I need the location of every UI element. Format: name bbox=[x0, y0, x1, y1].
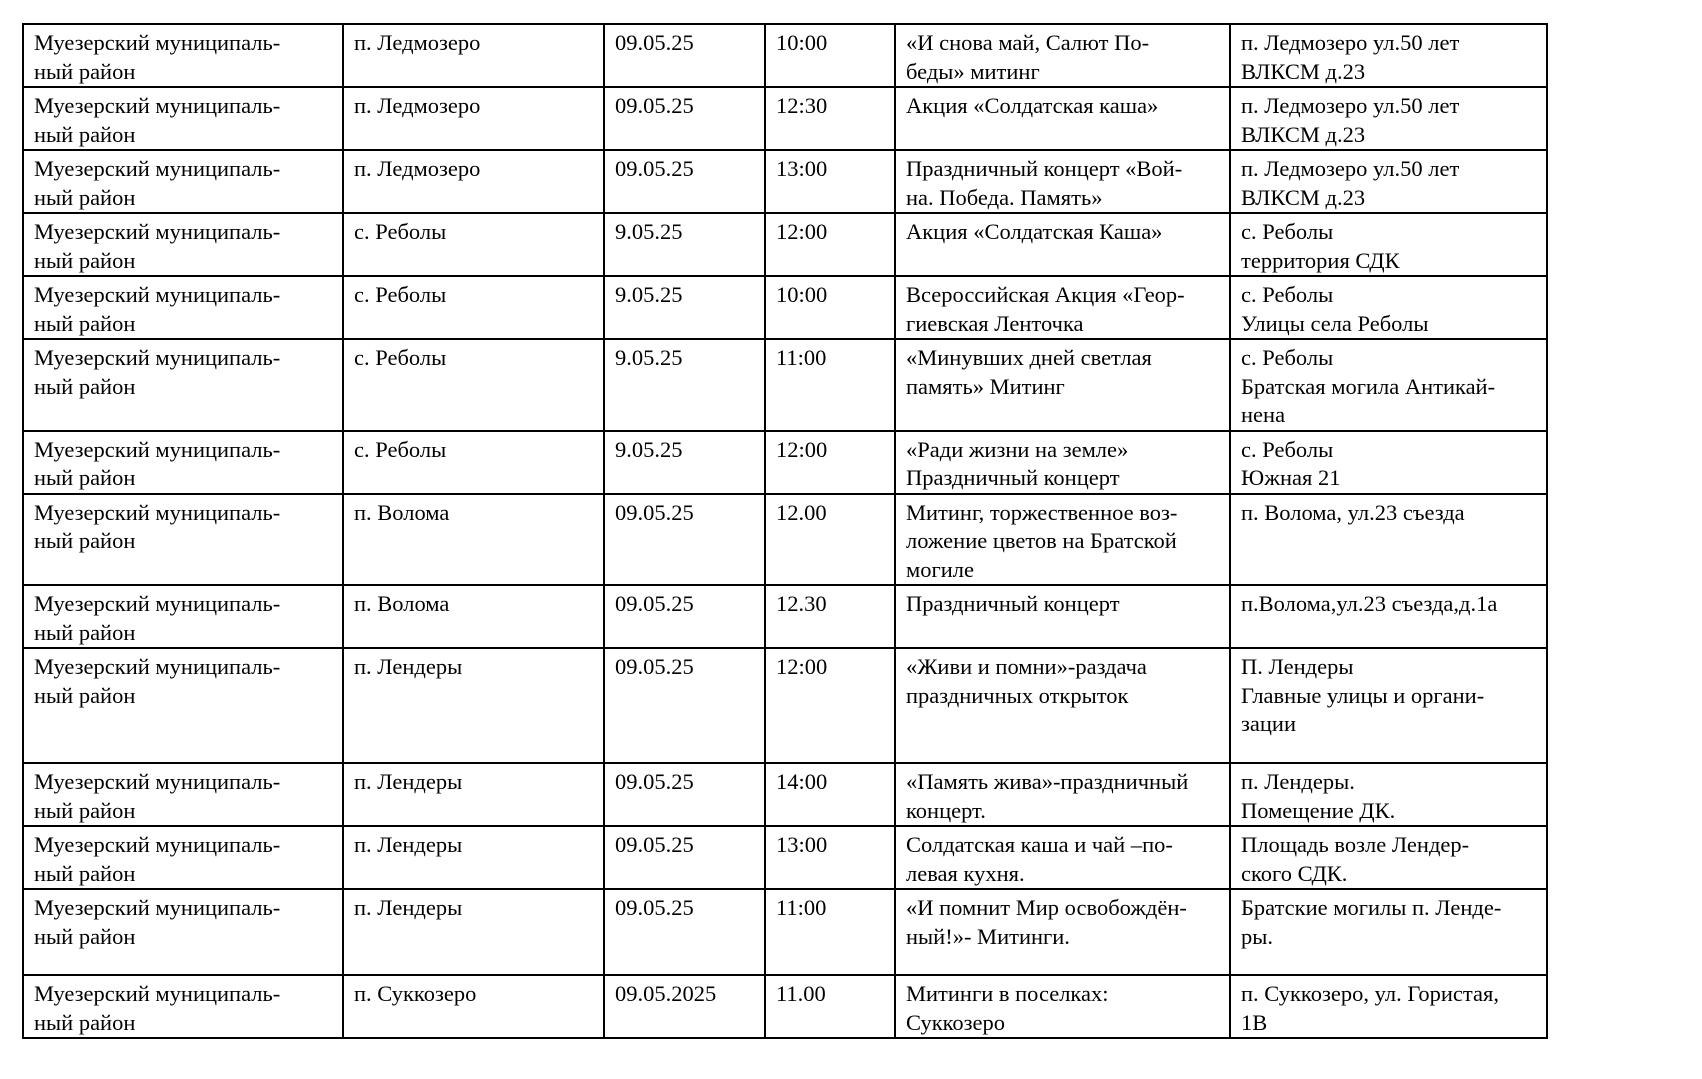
event-cell-text: Солдатская каша и чай –по- левая кухня. bbox=[906, 832, 1173, 886]
table-row bbox=[23, 975, 1547, 1038]
event-cell-text: «Память жива»-праздничный концерт. bbox=[906, 769, 1189, 823]
event-cell bbox=[895, 975, 1230, 1038]
date-cell bbox=[604, 648, 765, 763]
place-cell bbox=[1230, 975, 1547, 1038]
date-cell bbox=[604, 763, 765, 826]
time-cell-text: 11:00 bbox=[776, 895, 827, 920]
time-cell bbox=[765, 494, 895, 586]
event-cell bbox=[895, 24, 1230, 87]
event-cell-text: Акция «Солдатская Каша» bbox=[906, 219, 1163, 244]
time-cell-text: 13:00 bbox=[776, 832, 828, 857]
settlement-cell-text: п. Лендеры bbox=[354, 832, 463, 857]
place-cell-text: П. Лендеры Главные улицы и органи- зации bbox=[1241, 654, 1485, 736]
place-cell-text: п.Волома,ул.23 съезда,д.1а bbox=[1241, 591, 1498, 616]
event-cell-text: «И снова май, Салют По- беды» митинг bbox=[906, 30, 1150, 84]
time-cell bbox=[765, 648, 895, 763]
district-cell-text: Муезерский муниципаль- ный район bbox=[34, 981, 281, 1035]
settlement-cell bbox=[343, 763, 604, 826]
table-row bbox=[23, 276, 1547, 339]
settlement-cell-text: п. Волома bbox=[354, 591, 450, 616]
event-cell-text: Митинг, торжественное воз- ложение цветов на Братской могиле bbox=[906, 499, 1178, 582]
district-cell-text: Муезерский муниципаль- ный район bbox=[34, 654, 281, 708]
place-cell bbox=[1230, 826, 1547, 889]
place-cell bbox=[1230, 87, 1547, 150]
event-cell bbox=[895, 276, 1230, 339]
event-cell bbox=[895, 889, 1230, 975]
district-cell-text: Муезерский муниципаль- ный район bbox=[34, 436, 281, 490]
place-cell-text: п. Ледмозеро ул.50 лет ВЛКСМ д.23 bbox=[1241, 30, 1460, 84]
settlement-cell bbox=[343, 339, 604, 431]
settlement-cell-text: с. Реболы bbox=[354, 345, 447, 370]
date-cell-text: 09.05.25 bbox=[615, 591, 694, 616]
settlement-cell-text: с. Реболы bbox=[354, 436, 447, 462]
settlement-cell-text: с. Реболы bbox=[354, 282, 447, 307]
place-cell bbox=[1230, 494, 1547, 586]
event-cell bbox=[895, 431, 1230, 494]
place-cell-text: п. Волома, ул.23 съезда bbox=[1241, 499, 1465, 525]
settlement-cell-text: п. Лендеры bbox=[354, 769, 463, 794]
district-cell bbox=[23, 150, 343, 213]
place-cell-text: п. Ледмозеро ул.50 лет ВЛКСМ д.23 bbox=[1241, 93, 1460, 147]
time-cell bbox=[765, 975, 895, 1038]
district-cell bbox=[23, 494, 343, 586]
place-cell-text: п. Суккозеро, ул. Гористая, 1В bbox=[1241, 981, 1499, 1035]
date-cell bbox=[604, 975, 765, 1038]
settlement-cell bbox=[343, 24, 604, 87]
time-cell bbox=[765, 889, 895, 975]
settlement-cell-text: п. Суккозеро bbox=[354, 981, 477, 1006]
time-cell-text: 11.00 bbox=[776, 981, 826, 1006]
settlement-cell bbox=[343, 585, 604, 648]
district-cell-text: Муезерский муниципаль- ный район bbox=[34, 895, 281, 949]
district-cell-text: Муезерский муниципаль- ный район bbox=[34, 832, 281, 886]
time-cell-text: 10:00 bbox=[776, 282, 828, 307]
time-cell-text: 12:00 bbox=[776, 654, 828, 679]
event-cell-text: Акция «Солдатская каша» bbox=[906, 93, 1159, 118]
date-cell bbox=[604, 889, 765, 975]
table-row bbox=[23, 763, 1547, 826]
settlement-cell-text: п. Лендеры bbox=[354, 895, 463, 920]
time-cell bbox=[765, 213, 895, 276]
event-cell-text: Праздничный концерт bbox=[906, 591, 1120, 616]
settlement-cell bbox=[343, 826, 604, 889]
event-cell bbox=[895, 150, 1230, 213]
date-cell-text: 9.05.25 bbox=[615, 282, 683, 307]
event-cell-text: «Минувших дней светлая память» Митинг bbox=[906, 345, 1152, 399]
district-cell bbox=[23, 826, 343, 889]
place-cell bbox=[1230, 150, 1547, 213]
district-cell bbox=[23, 87, 343, 150]
date-cell-text: 9.05.25 bbox=[615, 219, 683, 244]
district-cell-text: Муезерский муниципаль- ный район bbox=[34, 769, 281, 823]
district-cell-text: Муезерский муниципаль- ный район bbox=[34, 156, 281, 210]
place-cell bbox=[1230, 431, 1547, 494]
date-cell bbox=[604, 494, 765, 586]
table-row bbox=[23, 889, 1547, 975]
settlement-cell bbox=[343, 276, 604, 339]
table-row bbox=[23, 648, 1547, 763]
time-cell bbox=[765, 276, 895, 339]
event-cell bbox=[895, 763, 1230, 826]
table-row bbox=[23, 87, 1547, 150]
district-cell-text: Муезерский муниципаль- ный район bbox=[34, 30, 281, 84]
time-cell bbox=[765, 826, 895, 889]
place-cell bbox=[1230, 24, 1547, 87]
time-cell-text: 13:00 bbox=[776, 156, 828, 181]
settlement-cell bbox=[343, 648, 604, 763]
settlement-cell-text: п. Ледмозеро bbox=[354, 93, 481, 118]
place-cell-text: с. Реболы Улицы села Реболы bbox=[1241, 282, 1429, 336]
district-cell-text: Муезерский муниципаль- ный район bbox=[34, 591, 281, 645]
district-cell-text: Муезерский муниципаль- ный район bbox=[34, 219, 281, 273]
settlement-cell bbox=[343, 975, 604, 1038]
district-cell bbox=[23, 889, 343, 975]
time-cell bbox=[765, 763, 895, 826]
event-cell-text: Митинги в поселках: Суккозеро bbox=[906, 981, 1109, 1035]
date-cell-text: 09.05.25 bbox=[615, 769, 694, 794]
time-cell-text: 12.00 bbox=[776, 499, 827, 525]
district-cell-text: Муезерский муниципаль- ный район bbox=[34, 345, 281, 399]
table-row bbox=[23, 24, 1547, 87]
place-cell-text: с. Реболы территория СДК bbox=[1241, 219, 1400, 273]
time-cell bbox=[765, 150, 895, 213]
date-cell-text: 9.05.25 bbox=[615, 436, 683, 462]
place-cell-text: п. Ледмозеро ул.50 лет ВЛКСМ д.23 bbox=[1241, 156, 1460, 210]
time-cell-text: 12:00 bbox=[776, 436, 828, 462]
event-cell bbox=[895, 826, 1230, 889]
time-cell-text: 14:00 bbox=[776, 769, 828, 794]
place-cell-text: с. Реболы Братская могила Антикай- нена bbox=[1241, 345, 1496, 427]
district-cell bbox=[23, 585, 343, 648]
settlement-cell-text: п. Волома bbox=[354, 499, 450, 525]
date-cell-text: 09.05.25 bbox=[615, 499, 694, 525]
district-cell bbox=[23, 975, 343, 1038]
district-cell-text: Муезерский муниципаль- ный район bbox=[34, 282, 281, 336]
events-table bbox=[22, 23, 1548, 1039]
time-cell-text: 12.30 bbox=[776, 591, 827, 616]
event-cell bbox=[895, 585, 1230, 648]
district-cell bbox=[23, 339, 343, 431]
time-cell bbox=[765, 24, 895, 87]
table-row bbox=[23, 826, 1547, 889]
date-cell-text: 09.05.25 bbox=[615, 654, 694, 679]
date-cell bbox=[604, 431, 765, 494]
date-cell-text: 09.05.25 bbox=[615, 156, 694, 181]
table-row bbox=[23, 213, 1547, 276]
district-cell-text: Муезерский муниципаль- ный район bbox=[34, 499, 281, 553]
time-cell bbox=[765, 585, 895, 648]
place-cell bbox=[1230, 889, 1547, 975]
date-cell bbox=[604, 276, 765, 339]
date-cell bbox=[604, 87, 765, 150]
table-row bbox=[23, 339, 1547, 431]
date-cell-text: 9.05.25 bbox=[615, 345, 683, 370]
place-cell bbox=[1230, 339, 1547, 431]
date-cell bbox=[604, 585, 765, 648]
event-cell bbox=[895, 213, 1230, 276]
place-cell bbox=[1230, 585, 1547, 648]
event-cell-text: Праздничный концерт «Вой- на. Победа. Память» bbox=[906, 156, 1183, 210]
place-cell-text: п. Лендеры. Помещение ДК. bbox=[1241, 769, 1396, 823]
event-cell-text: «Ради жизни на земле» Праздничный концерт bbox=[906, 436, 1129, 490]
time-cell-text: 12:30 bbox=[776, 93, 828, 118]
place-cell-text: Братские могилы п. Ленде- ры. bbox=[1241, 895, 1502, 949]
settlement-cell bbox=[343, 87, 604, 150]
event-cell-text: Всероссийская Акция «Геор- гиевская Ленточка bbox=[906, 282, 1185, 336]
date-cell-text: 09.05.25 bbox=[615, 895, 694, 920]
table-row bbox=[23, 431, 1547, 494]
settlement-cell-text: с. Реболы bbox=[354, 219, 447, 244]
event-cell-text: «И помнит Мир освобождён- ный!»- Митинги. bbox=[906, 895, 1187, 949]
district-cell bbox=[23, 213, 343, 276]
settlement-cell-text: п. Лендеры bbox=[354, 654, 463, 679]
event-cell bbox=[895, 339, 1230, 431]
date-cell bbox=[604, 339, 765, 431]
district-cell bbox=[23, 276, 343, 339]
date-cell-text: 09.05.25 bbox=[615, 30, 694, 55]
events-table-body bbox=[23, 24, 1547, 1038]
time-cell bbox=[765, 339, 895, 431]
event-cell bbox=[895, 87, 1230, 150]
district-cell bbox=[23, 24, 343, 87]
place-cell-text: Площадь возле Лендер- ского СДК. bbox=[1241, 832, 1470, 886]
time-cell-text: 11:00 bbox=[776, 345, 827, 370]
place-cell-text: с. Реболы Южная 21 bbox=[1241, 436, 1341, 490]
date-cell-text: 09.05.25 bbox=[615, 93, 694, 118]
date-cell bbox=[604, 150, 765, 213]
time-cell-text: 12:00 bbox=[776, 219, 828, 244]
date-cell bbox=[604, 213, 765, 276]
settlement-cell-text: п. Ледмозеро bbox=[354, 156, 481, 181]
settlement-cell bbox=[343, 889, 604, 975]
table-row bbox=[23, 494, 1547, 586]
settlement-cell bbox=[343, 431, 604, 494]
table-row bbox=[23, 585, 1547, 648]
date-cell bbox=[604, 24, 765, 87]
time-cell-text: 10:00 bbox=[776, 30, 828, 55]
date-cell-text: 09.05.2025 bbox=[615, 981, 717, 1006]
settlement-cell-text: п. Ледмозеро bbox=[354, 30, 481, 55]
time-cell bbox=[765, 431, 895, 494]
table-row bbox=[23, 150, 1547, 213]
date-cell bbox=[604, 826, 765, 889]
district-cell bbox=[23, 763, 343, 826]
date-cell-text: 09.05.25 bbox=[615, 832, 694, 857]
event-cell bbox=[895, 648, 1230, 763]
event-cell-text: «Живи и помни»-раздача праздничных открыток bbox=[906, 654, 1147, 708]
event-cell bbox=[895, 494, 1230, 586]
place-cell bbox=[1230, 213, 1547, 276]
settlement-cell bbox=[343, 213, 604, 276]
place-cell bbox=[1230, 763, 1547, 826]
settlement-cell bbox=[343, 150, 604, 213]
district-cell bbox=[23, 431, 343, 494]
settlement-cell bbox=[343, 494, 604, 586]
place-cell bbox=[1230, 648, 1547, 763]
place-cell bbox=[1230, 276, 1547, 339]
district-cell-text: Муезерский муниципаль- ный район bbox=[34, 93, 281, 147]
time-cell bbox=[765, 87, 895, 150]
district-cell bbox=[23, 648, 343, 763]
